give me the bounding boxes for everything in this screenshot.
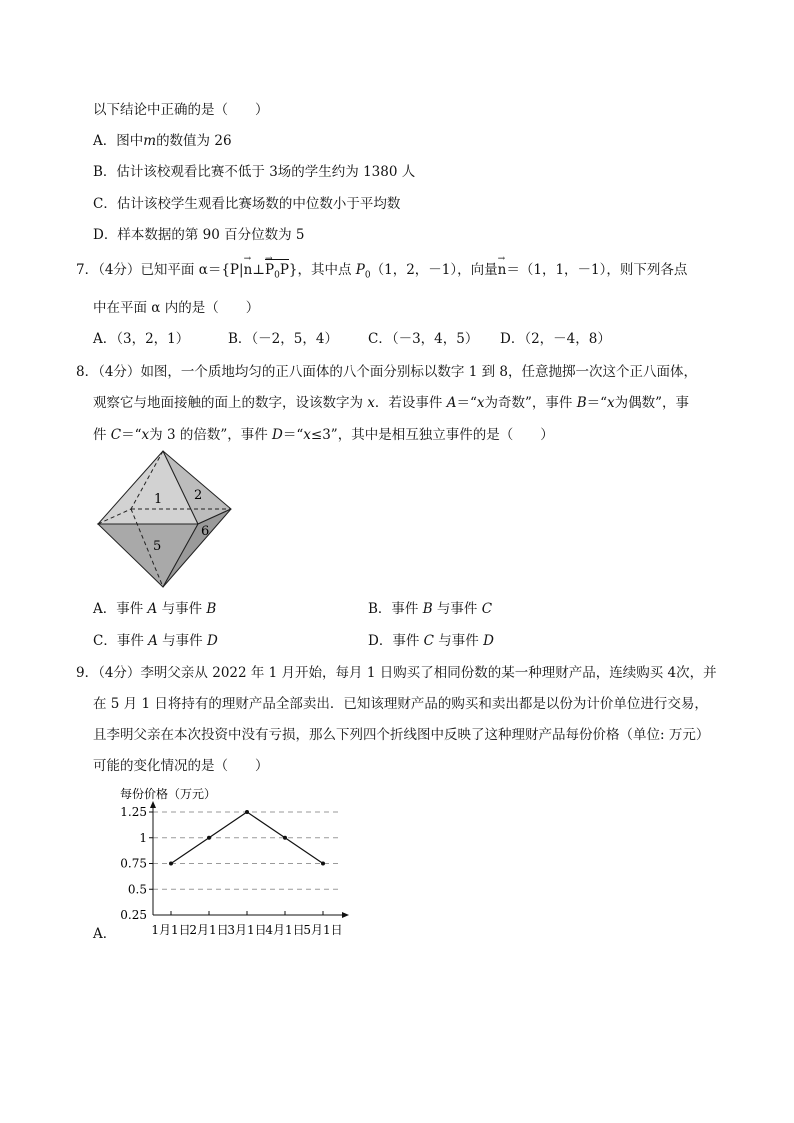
q7-option-b[interactable]: B．（－2，5，4）	[228, 331, 338, 347]
data-point	[245, 810, 249, 814]
option-text: 估计该校学生观看比赛场数的中位数小于平均数	[116, 196, 401, 212]
stem-text: ，其中点	[297, 262, 356, 278]
variable-x: x	[607, 395, 615, 411]
x-tick-label: 4月1日	[265, 923, 305, 937]
q6-option-d[interactable]	[93, 225, 304, 245]
q8-option-d[interactable]: D．事件 C 与事件 D	[368, 633, 494, 649]
octahedron-figure	[90, 447, 240, 592]
stem-text: 件	[93, 427, 111, 443]
y-axis-arrow	[150, 801, 156, 808]
vector-p0p: → $P_0P$	[265, 259, 289, 286]
stem-text: ≤3”，其中是相互独立事件的是（ ）	[310, 427, 554, 443]
q7-option-d[interactable]: D．（2，－4，8）	[500, 331, 611, 347]
option-label: A．	[93, 133, 117, 149]
face-label-1: 1	[154, 492, 163, 507]
face-label-2: 2	[194, 488, 203, 503]
y-tick-label: 0.5	[127, 882, 147, 897]
variable-c: C	[110, 427, 122, 443]
option-variable: m	[143, 133, 157, 149]
q6-question-tail: 以下结论中正确的是（ ）	[93, 102, 269, 118]
q6-option-c[interactable]	[93, 194, 400, 214]
q8-stem-line3	[93, 425, 554, 445]
q9-stem-line1	[76, 663, 717, 683]
x-tick-label: 3月1日	[227, 923, 267, 937]
point-p0: $P_0$	[355, 262, 371, 281]
y-tick-label: 1	[139, 830, 147, 845]
q8-stem-line2	[93, 393, 689, 413]
vector-n: → n	[244, 260, 253, 280]
stem-text: 如图，一个质地均匀的正八面体的八个面分别标以数字 1 到 8，任意抛掷一次这个正八面体，	[140, 364, 697, 380]
stem-text: ．若设事件	[374, 395, 447, 411]
question-number: 8．	[76, 364, 99, 380]
stem-text: 李明父亲从 2022 年 1 月开始，每月 1 日购买了相同份数的某一种理财产品，连续购买 4次，并	[140, 665, 717, 681]
q6-option-a[interactable]	[93, 131, 232, 151]
data-point	[207, 836, 211, 840]
q7-stem-line1	[76, 259, 687, 286]
q8-option-b[interactable]: B．事件 B 与事件 C	[368, 601, 493, 617]
x-tick-label: 2月1日	[189, 923, 229, 937]
y-tick-label: 0.75	[120, 856, 147, 871]
q9-stem-line3: 且李明父亲在本次投资中没有亏损，那么下列四个折线图中反映了这种理财产品每份价格（单位: 万元）	[93, 727, 710, 743]
q8-option-c[interactable]: C．事件 A 与事件 D	[93, 633, 218, 649]
perp-symbol: ⊥	[252, 262, 265, 278]
q9-stem-line4: 可能的变化情况的是（ ）	[93, 758, 269, 774]
x-tick-label: 1月1日	[151, 923, 191, 937]
question-number: 9．	[76, 665, 99, 681]
stem-text: 为 3 的倍数”，事件	[149, 427, 273, 443]
variable-d: D	[272, 427, 283, 443]
set-close: }	[288, 262, 298, 278]
variable-x: x	[367, 395, 375, 411]
question-score: （4分）	[98, 262, 141, 278]
stem-text: 观察它与地面接触的面上的数字，设该数字为	[93, 395, 368, 411]
q8-stem-line1	[76, 362, 697, 382]
data-point	[169, 862, 173, 866]
stem-text: ＝（1，1，－1），则下列各点	[506, 262, 688, 278]
chart-ylabel: 每份价格（万元）	[120, 787, 217, 801]
variable-x: x	[141, 427, 150, 443]
stem-text: 为奇数”，事件	[484, 395, 577, 411]
data-point	[321, 862, 325, 866]
option-text: 样本数据的第 90 百分位数为 5	[117, 227, 305, 243]
x-tick-label: 5月1日	[303, 923, 343, 937]
variable-a: A	[446, 395, 457, 411]
question-number: 7．	[76, 262, 99, 278]
q9-option-a-label[interactable]: A．	[93, 926, 117, 942]
option-text: 的数值为 26	[156, 133, 232, 149]
option-label: D．	[93, 227, 118, 243]
variable-x: x	[476, 395, 485, 411]
q6-option-b[interactable]	[93, 162, 415, 182]
q8-option-a[interactable]: A．事件 A 与事件 B	[93, 601, 217, 617]
stem-text: 为偶数”，事	[614, 395, 690, 411]
question-score: （4分）	[98, 665, 141, 681]
face-label-5: 5	[153, 539, 162, 554]
option-text: 估计该校观看比赛不低于 3场的学生约为 1380 人	[116, 164, 416, 180]
stem-text: ＝“	[121, 427, 142, 443]
q9-stem-line2: 在 5 月 1 日将持有的理财产品全部卖出．已知该理财产品的购买和卖出都是以份为计价单位进行交易，	[93, 696, 708, 712]
stem-text: ＝“	[282, 427, 304, 443]
stem-text: ＝“	[456, 395, 477, 411]
price-line-chart	[110, 782, 360, 942]
option-label: C．	[93, 196, 117, 212]
variable-b: B	[576, 395, 587, 411]
stem-text: ＝“	[586, 395, 608, 411]
option-text: 图中	[116, 133, 144, 149]
q7-option-a[interactable]: A．（3，2，1）	[93, 331, 190, 347]
vector-n: → n	[498, 260, 507, 280]
option-label: B．	[93, 164, 117, 180]
q7-option-c[interactable]: C．（－3，4，5）	[368, 331, 479, 347]
stem-text: （1，2，－1），向量	[370, 262, 498, 278]
y-tick-label: 1.25	[120, 805, 147, 819]
y-tick-label: 0.25	[120, 908, 147, 922]
stem-text: 已知平面 α＝{P|	[140, 262, 244, 278]
data-point	[283, 836, 287, 840]
face-label-6: 6	[201, 524, 210, 539]
x-axis-arrow	[342, 912, 349, 918]
question-score: （4分）	[98, 364, 141, 380]
q7-stem-line2: 中在平面 α 内的是（ ）	[93, 300, 260, 316]
variable-x: x	[303, 427, 311, 443]
